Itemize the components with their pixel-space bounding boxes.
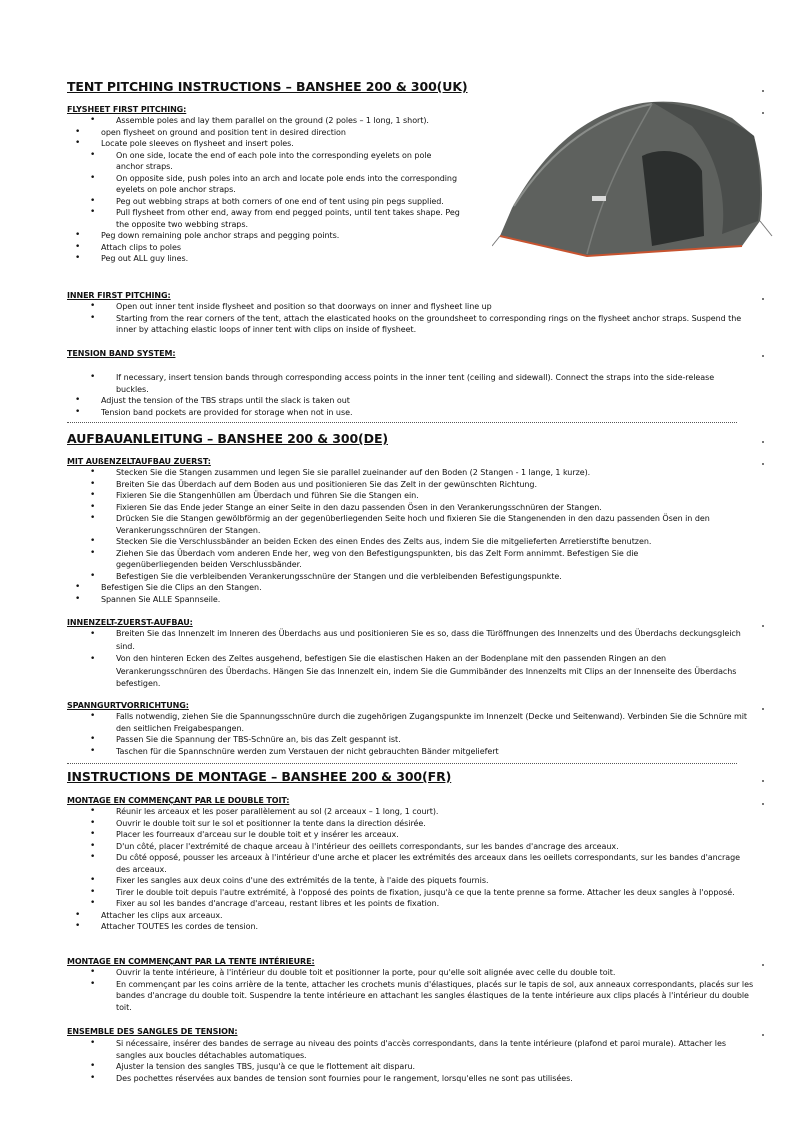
de-flysheet-heading: MIT AUßENZELTAUFBAU ZUERST: [67,457,211,466]
list-item: • On opposite side, push poles into an arch and locate pole ends into the corresponding eyelets on pole anchor straps. [116,173,461,196]
list-item: • Fixer les sangles aux deux coins d'une des extrémités de la tente, à l'aide des piquets fournis. [116,875,756,887]
margin-mark [762,463,764,465]
fr-inner-list [0,967,756,1013]
uk-flysheet-list [0,115,486,265]
list-item: • Ajuster la tension des sangles TBS, jusqu'à ce que le flottement ait disparu. [116,1061,736,1073]
list-item: • Placer les fourreaux d'arceau sur le double toit et y insérer les arceaux. [116,829,756,841]
de-tension-list [0,711,756,757]
uk-flysheet-heading: FLYSHEET FIRST PITCHING: [67,105,187,114]
uk-tension-heading: TENSION BAND SYSTEM: [67,349,176,358]
list-item: • Fixieren Sie die Stangenhüllen am Überdach und führen Sie die Stangen ein. [116,490,756,502]
list-item: • Ouvrir le double toit sur le sol et positionner la tente dans la direction désirée. [116,818,756,830]
list-item: • Fixer au sol les bandes d'ancrage d'arceau, restant libres et les points de fixation. [116,898,756,910]
list-item: • Breiten Sie das Innenzelt im Inneren des Überdachs aus und positionieren Sie es so, dass die Türöffnungen des Innenzelts und des Überdachs deckungsgleich sind. [116,628,756,653]
list-item: • Spannen Sie ALLE Spannseile. [101,594,741,606]
fr-title: INSTRUCTIONS DE MONTAGE – BANSHEE 200 & 300(FR) [67,769,452,784]
list-item: • Adjust the tension of the TBS straps until the slack is taken out [101,395,731,407]
list-item: • Stecken Sie die Verschlussbänder an beiden Ecken des einen Endes des Zelts aus, indem Sie die mitgelieferten Arretierstifte benutzen. [116,536,756,548]
list-item: • Attach clips to poles [101,242,471,254]
fr-flysheet-list [0,806,756,933]
list-item: • Des pochettes réservées aux bandes de tension sont fournies pour le rangement, lorsqu'elles ne sont pas utilisées. [116,1073,736,1085]
list-item: • Tirer le double toit depuis l'autre extrémité, à l'opposé des points de fixation, jusqu'à ce que la tente prenne sa forme. Attacher les deux sangles à l'opposé. [116,887,756,899]
list-item: • Falls notwendig, ziehen Sie die Spannungsschnüre durch die zugehörigen Zugangspunkte im Innenzelt (Decke und Seitenwand). Verbinden Sie die Schnüre mit den seitlichen Freigabespangen. [116,711,756,734]
list-item: • Breiten Sie das Überdach auf dem Boden aus und positionieren Sie das Zelt in der gewünschten Richtung. [116,479,756,491]
fr-inner-heading: MONTAGE EN COMMENÇANT PAR LA TENTE INTÉRIEURE: [67,957,315,966]
de-title: AUFBAUANLEITUNG – BANSHEE 200 & 300(DE) [67,431,388,446]
fr-tension-heading: ENSEMBLE DES SANGLES DE TENSION: [67,1027,238,1036]
list-item: • On one side, locate the end of each pole into the corresponding eyelets on pole anchor straps. [116,150,461,173]
margin-mark [762,112,764,114]
list-item: • Locate pole sleeves on flysheet and insert poles. [101,138,471,150]
list-item: • If necessary, insert tension bands through corresponding access points in the inner tent (ceiling and sidewall). Connect the straps into the side-release buckles. [116,372,746,395]
list-item: • Passen Sie die Spannung der TBS-Schnüre an, bis das Zelt gespannt ist. [116,734,756,746]
tent-image [492,96,774,266]
margin-mark [762,441,764,443]
list-item: • Open out inner tent inside flysheet and position so that doorways on inner and flysheet line up [116,301,746,313]
list-item: • Peg out webbing straps at both corners of one end of tent using pin pegs supplied. [116,196,461,208]
de-inner-heading: INNENZELT-ZUERST-AUFBAU: [67,618,193,627]
list-item: • Drücken Sie die Stangen gewölbförmig an der gegenüberliegenden Seite hoch und fixieren Sie die Stangenenden in den dazu passenden Ösen in den Verankerungsschnüren der Stangen. [116,513,756,536]
fr-flysheet-heading: MONTAGE EN COMMENÇANT PAR LE DOUBLE TOIT: [67,796,290,805]
de-flysheet-list [0,467,756,605]
margin-mark [762,964,764,966]
list-item: • Tension band pockets are provided for storage when not in use. [101,407,731,419]
margin-mark [762,90,764,92]
list-item: • Taschen für die Spannschnüre werden zum Verstauen der nicht gebrauchten Bänder mitgeliefert [116,746,756,758]
margin-mark [762,780,764,782]
section-divider [67,422,737,423]
margin-mark [762,298,764,300]
uk-title: TENT PITCHING INSTRUCTIONS – BANSHEE 200 & 300(UK) [67,79,468,94]
list-item: • Befestigen Sie die verbleibenden Verankerungsschnüre der Stangen und die verbleibenden Befestigungspunkte. [116,571,756,583]
list-item: • Peg out ALL guy lines. [101,253,471,265]
list-item: • Ouvrir la tente intérieure, à l'intérieur du double toit et positionner la porte, pour qu'elle soit alignée avec celle du double toit. [116,967,756,979]
list-item: • Réunir les arceaux et les poser parallèlement au sol (2 arceaux – 1 long, 1 court). [116,806,756,818]
uk-inner-heading: INNER FIRST PITCHING: [67,291,171,300]
list-item: • Stecken Sie die Stangen zusammen und legen Sie sie parallel zueinander auf den Boden (2 Stangen - 1 lange, 1 kurze). [116,467,756,479]
list-item: • Befestigen Sie die Clips an den Stangen. [101,582,741,594]
list-item: • Starting from the rear corners of the tent, attach the elasticated hooks on the groundsheet to corresponding rings on the flysheet anchor straps. Suspend the inner by attaching elastic loops of inner tent with clips on inside of flysheet. [116,313,746,336]
list-item: • Pull flysheet from other end, away from end pegged points, until tent takes shape. Peg the opposite two webbing straps. [116,207,461,230]
list-item: • Si nécessaire, insérer des bandes de serrage au niveau des points d'accès correspondants, dans la tente intérieure (plafond et paroi murale). Attacher les sangles aux boucles détachables automatiques. [116,1038,736,1061]
list-item: • Du côté opposé, pousser les arceaux à l'intérieur d'une arche et placer les extrémités des arceaux dans les oeillets correspondants, sur les bandes d'ancrage des arceaux. [116,852,756,875]
margin-mark [762,355,764,357]
list-item: • Fixieren Sie das Ende jeder Stange an einer Seite in den dazu passenden Ösen in den Verankerungsschnüren der Stangen. [116,502,756,514]
list-item: • Peg down remaining pole anchor straps and pegging points. [101,230,471,242]
list-item: • open flysheet on ground and position tent in desired direction [101,127,471,139]
fr-tension-list [0,1038,736,1084]
list-item: • Ziehen Sie das Überdach vom anderen Ende her, weg von den Befestigungspunkten, bis das Zelt Form annimmt. Befestigen Sie die gegenüberliegenden beiden Verschlussbänder. [116,548,716,571]
list-item: • Von den hinteren Ecken des Zeltes ausgehend, befestigen Sie die elastischen Haken an der Bodenplane mit den passenden Ringen an den Verankerungsschnüren des Überdachs. Hängen Sie das Innenzelt ein, indem Sie die Gummibänder des Innenzelts mit Clips an der Innenseite des Überdachs befestigen. [116,653,756,691]
uk-tension-list [0,372,746,418]
section-divider [67,763,737,764]
margin-mark [762,708,764,710]
margin-mark [762,625,764,627]
de-inner-list [0,628,756,691]
list-item: • En commençant par les coins arrière de la tente, attacher les crochets munis d'élastiques, placés sur le tapis de sol, aux anneaux correspondants, placés sur les bandes d'ancrage du double toit. Suspendre la tente intérieure en attachant les sangles élastiques de la tente intérieure aux clips placés à l'intérieur du double toit. [116,979,756,1014]
margin-mark [762,1034,764,1036]
list-item: • Attacher TOUTES les cordes de tension. [101,921,741,933]
list-item: • Attacher les clips aux arceaux. [101,910,741,922]
margin-mark [762,803,764,805]
list-item: • Assemble poles and lay them parallel on the ground (2 poles – 1 long, 1 short). [116,115,486,127]
list-item: • D'un côté, placer l'extrémité de chaque arceau à l'intérieur des oeillets correspondants, sur les bandes d'ancrage des arceaux. [116,841,756,853]
de-tension-heading: SPANNGURTVORRICHTUNG: [67,701,189,710]
uk-inner-list [0,301,746,336]
